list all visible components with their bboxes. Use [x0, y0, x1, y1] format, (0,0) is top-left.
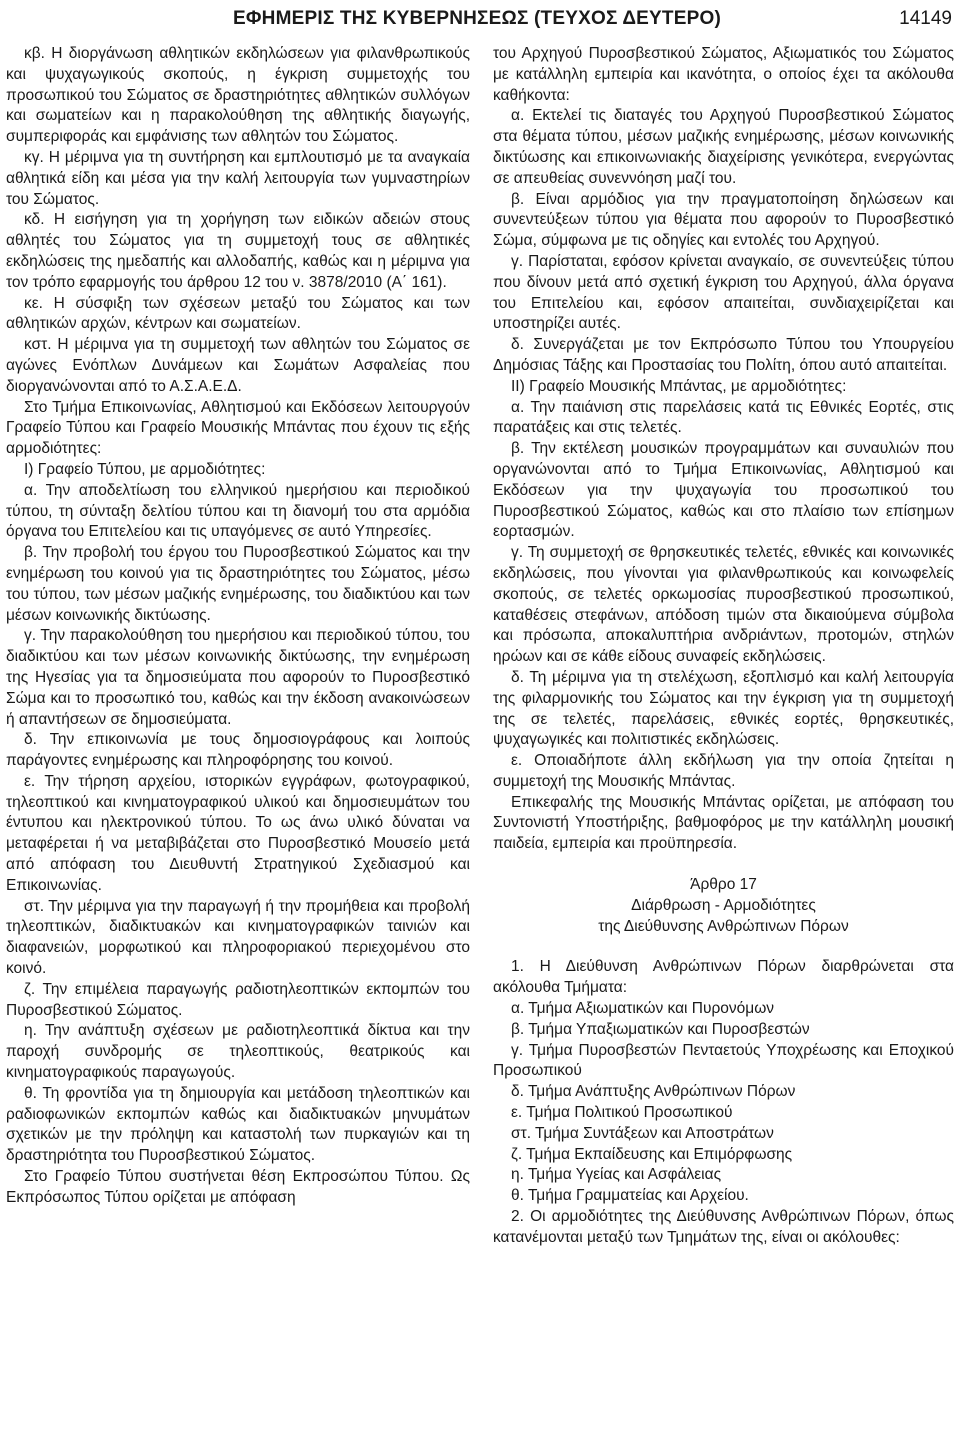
paragraph: ΙΙ) Γραφείο Μουσικής Μπάντας, με αρμοδιότητες:: [511, 377, 847, 395]
paragraph: θ. Τη φροντίδα για τη δημιουργία και μετάδοση τηλεοπτικών και ραδιοφωνικών εκπομπών καθώς και διαδικτυακών μηνυμάτων σχετικών με την πρόληψη και καταστολή των πυρκαγιών και τη δραστηριότητα του Πυροσβεστικού Σώματος.: [6, 1084, 470, 1165]
paragraph: του Αρχηγού Πυροσβεστικού Σώματος, Αξιωματικός του Σώματος με κατάλληλη εμπειρία και ικανότητα, ο οποίος έχει τα ακόλουθα καθήκοντα:: [493, 45, 954, 104]
paragraph: α. Εκτελεί τις διαταγές του Αρχηγού Πυροσβεστικού Σώματος στα θέματα τύπου, μέσων μαζικής ενημέρωσης, μέσων κοινωνικής δικτύωσης και επικοινωνιακής διαχείρισης γενικότερα, ενεργώντας σε απευθείας συνεννόηση μαζί του.: [493, 107, 954, 187]
paragraph: β. Την εκτέλεση μουσικών προγραμμάτων και συναυλιών που οργανώνονται από το Τμήμα Επικοινωνίας, Αθλητισμού και Εκδόσεων για την ψυχαγωγία του προσωπικού του Πυροσβεστικού Σώματος, καθώς και στο πλαίσιο των επίσημων εορτασμών.: [493, 440, 954, 541]
paragraph: β. Είναι αρμόδιος για την πραγματοποίηση δηλώσεων και συνεντεύξεων τύπου για θέματα που αφορούν το Πυροσβεστικό Σώμα, σύμφωνα με τις οδηγίες και εντολές του Αρχηγού.: [493, 190, 954, 250]
paragraph: ζ. Την επιμέλεια παραγωγής ραδιοτηλεοπτικών εκπομπών του Πυροσβεστικού Σώματος.: [6, 980, 470, 1019]
paragraph: γ. Παρίσταται, εφόσον κρίνεται αναγκαίο, σε συνεντεύξεις τύπου που δίνουν μετά από σχετική έγκριση του Αρχηγού, άλλα όργανα του Επιτελείου και, εφόσον απαιτείται, συνδιαχειρίζεται και υποστηρίζει αυτές.: [493, 252, 954, 333]
page-header: [0, 0, 960, 38]
right-column: [493, 44, 954, 1249]
list-item: η. Τμήμα Υγείας και Ασφάλειας: [511, 1166, 722, 1184]
article-title-line: της Διεύθυνσης Ανθρώπινων Πόρων: [598, 917, 849, 935]
list-item: γ. Τμήμα Πυροσβεστών Πενταετούς Υποχρέωσης και Εποχικού Προσωπικού: [493, 1041, 954, 1080]
paragraph: Στο Τμήμα Επικοινωνίας, Αθλητισμού και Εκδόσεων λειτουργούν Γραφείο Τύπου και Γραφείο Μουσικής Μπάντας που έχουν τις εξής αρμοδιότητες:: [6, 398, 470, 458]
paragraph: Ι) Γραφείο Τύπου, με αρμοδιότητες:: [24, 460, 266, 478]
paragraph: Επικεφαλής της Μουσικής Μπάντας ορίζεται, με απόφαση του Συντονιστή Υποστήριξης, βαθμοφόρος με την κατάλληλη μουσική παιδεία, εμπειρία και προϋπηρεσία.: [493, 793, 954, 853]
paragraph: 1. Η Διεύθυνση Ανθρώπινων Πόρων διαρθρώνεται στα ακόλουθα Τμήματα:: [493, 958, 954, 997]
paragraph: 2. Οι αρμοδιότητες της Διεύθυνσης Ανθρώπινων Πόρων, όπως κατανέμονται μεταξύ των Τμημάτων της, είναι οι ακόλουθες:: [493, 1208, 954, 1246]
paragraph: ε. Την τήρηση αρχείου, ιστορικών εγγράφων, φωτογραφικού, τηλεοπτικού και κινηματογραφικού υλικού και δημοσιευμάτων του έντυπου και ηλεκτρονικού τύπου. Το ως άνω υλικό δύναται να μεταφέρεται ή να μεταβιβάζεται στο Πυροσβεστικό Μουσείο μετά από απόφαση του Διευθυντή Στρατηγικού Σχεδιασμού και Επικοινωνίας.: [6, 772, 470, 894]
paragraph: α. Την αποδελτίωση του ελληνικού ημερήσιου και περιοδικού τύπου, τη σύνταξη δελτίου τύπου και τη διανομή του στα αρμόδια όργανα του Επιτελείου και τις υπαγόμενες σε αυτό Υπηρεσίες.: [6, 481, 470, 541]
article-title-line: Διάρθρωση - Αρμοδιότητες: [631, 896, 816, 914]
list-item: δ. Τμήμα Ανάπτυξης Ανθρώπινων Πόρων: [511, 1083, 796, 1101]
list-item: θ. Τμήμα Γραμματείας και Αρχείου.: [511, 1187, 749, 1205]
paragraph: κγ. Η μέριμνα για τη συντήρηση και εμπλουτισμό με τα αναγκαία αθλητικά είδη και μέσα για την καλή λειτουργία των γυμναστηρίων του Σώματος.: [6, 148, 470, 208]
page-number: 14149: [899, 8, 952, 29]
paragraph: δ. Συνεργάζεται με τον Εκπρόσωπο Τύπου του Υπουργείου Δημόσιας Τάξης και Προστασίας του Πολίτη, όπου αυτό απαιτείται.: [493, 336, 954, 374]
paragraph: κβ. Η διοργάνωση αθλητικών εκδηλώσεων για φιλανθρωπικούς και ψυχαγωγικούς σκοπούς, η έγκριση συμμετοχής του προσωπικού του Σώματος σε δραστηριότητες αθλητικών συλλόγων και σωματείων και η παρακολούθηση της αθλητικής διαγωγής, συμπεριφοράς και εμφάνισης των αθλητών του Σώματος.: [6, 45, 470, 146]
paragraph: κδ. Η εισήγηση για τη χορήγηση των ειδικών αδειών στους αθλητές του Σώματος για τη συμμετοχή τους σε αθλητικές εκδηλώσεις της ημεδαπής και αλλοδαπής, καθώς και η μέριμνα για τον τρόπο εφαρμογής του άρθρου 12 του ν. 3878/2010 (Α΄ 161).: [6, 211, 470, 291]
list-item: β. Τμήμα Υπαξιωματικών και Πυροσβεστών: [511, 1020, 810, 1038]
left-column: [6, 44, 470, 1209]
article-spacer: [493, 855, 954, 875]
paragraph: κστ. Η μέριμνα για τη συμμετοχή των αθλητών του Σώματος σε αγώνες Ενόπλων Δυνάμεων και Σωμάτων Ασφαλείας που διοργανώνονται από το Α.Σ.Α.Ε.Δ.: [6, 336, 470, 395]
paragraph: δ. Τη μέριμνα για τη στελέχωση, εξοπλισμό και καλή λειτουργία της φιλαρμονικής του Σώματος και την έγκριση για τη συμμετοχή της σε τελετές, παρελάσεις, εθνικές εορτές, θρησκευτικές, ψυχαγωγικές και πολιτιστικές εκδηλώσεις.: [493, 668, 954, 749]
paragraph: γ. Τη συμμετοχή σε θρησκευτικές τελετές, εθνικές και κοινωνικές εκδηλώσεις, που γίνονται για φιλανθρωπικούς και κοινωφελείς σκοπούς, σε τελετές ορκωμοσίας πυροσβεστικού προσωπικού, καταθέσεις στεφάνων, απόδοση τιμών στα δικαιούμενα σύμβολα και πρόσωπα, αποκαλυπτήρια ανδριάντων, προτομών, στηλών ηρώων και σε κάθε είδους συναφείς εκδηλώσεις.: [493, 544, 954, 666]
paragraph: στ. Την μέριμνα για την παραγωγή ή την προμήθεια και προβολή τηλεοπτικών, διαδικτυακών και κινηματογραφικών ταινιών και διαφανειών, μορφωτικού και πληροφοριακού περιεχομένου στο κοινό.: [6, 897, 470, 978]
list-item: ζ. Τμήμα Εκπαίδευσης και Επιμόρφωσης: [511, 1145, 793, 1163]
list-item: στ. Τμήμα Συντάξεων και Αποστράτων: [511, 1124, 774, 1142]
article-number: Άρθρο 17: [690, 876, 757, 894]
list-item: α. Τμήμα Αξιωματικών και Πυρονόμων: [511, 1000, 775, 1018]
paragraph: β. Την προβολή του έργου του Πυροσβεστικού Σώματος και την ενημέρωση του κοινού για τις δραστηριότητες του Σώματος, μέσω του τύπου, των μέσων μαζικής ενημέρωσης, του διαδικτύου και των μέσων κοινωνικής δικτύωσης.: [6, 544, 470, 624]
article-spacer: [493, 937, 954, 957]
paragraph: η. Την ανάπτυξη σχέσεων με ραδιοτηλεοπτικά δίκτυα και την παροχή συνδρομής σε τηλεοπτικούς, θεατρικούς και κινηματογραφικούς παραγωγούς.: [6, 1022, 470, 1082]
gazette-title: ΕΦΗΜΕΡΙΣ ΤΗΣ ΚΥΒΕΡΝΗΣΕΩΣ (ΤΕΥΧΟΣ ΔΕΥΤΕΡΟ): [233, 8, 721, 29]
paragraph: α. Την παιάνιση στις παρελάσεις κατά τις Εθνικές Εορτές, στις παρατάξεις και στις τελετές.: [493, 398, 954, 437]
paragraph: γ. Την παρακολούθηση του ημερήσιου και περιοδικού τύπου, του διαδικτύου και των μέσων κοινωνικής δικτύωσης, την ενημέρωση της Ηγεσίας για τα δημοσιεύματα που αφορούν το Πυροσβεστικό Σώμα και το προσωπικό του, καθώς και την έκδοση ανακοινώσεων ή απαντήσεων σε δημοσιεύματα.: [6, 627, 470, 728]
list-item: ε. Τμήμα Πολιτικού Προσωπικού: [511, 1104, 733, 1122]
paragraph: δ. Την επικοινωνία με τους δημοσιογράφους και λοιπούς παράγοντες ενημέρωσης και πληροφόρησης του κοινού.: [6, 731, 470, 770]
paragraph: κε. Η σύσφιξη των σχέσεων μεταξύ του Σώματος και των αθλητικών αρχών, κέντρων και σωματείων.: [6, 294, 470, 333]
paragraph: ε. Οποιαδήποτε άλλη εκδήλωση για την οποία ζητείται η συμμετοχή της Μουσικής Μπάντας.: [493, 752, 954, 790]
paragraph: Στο Γραφείο Τύπου συστήνεται θέση Εκπροσώπου Τύπου. Ως Εκπρόσωπος Τύπου ορίζεται με απόφαση: [6, 1168, 470, 1206]
